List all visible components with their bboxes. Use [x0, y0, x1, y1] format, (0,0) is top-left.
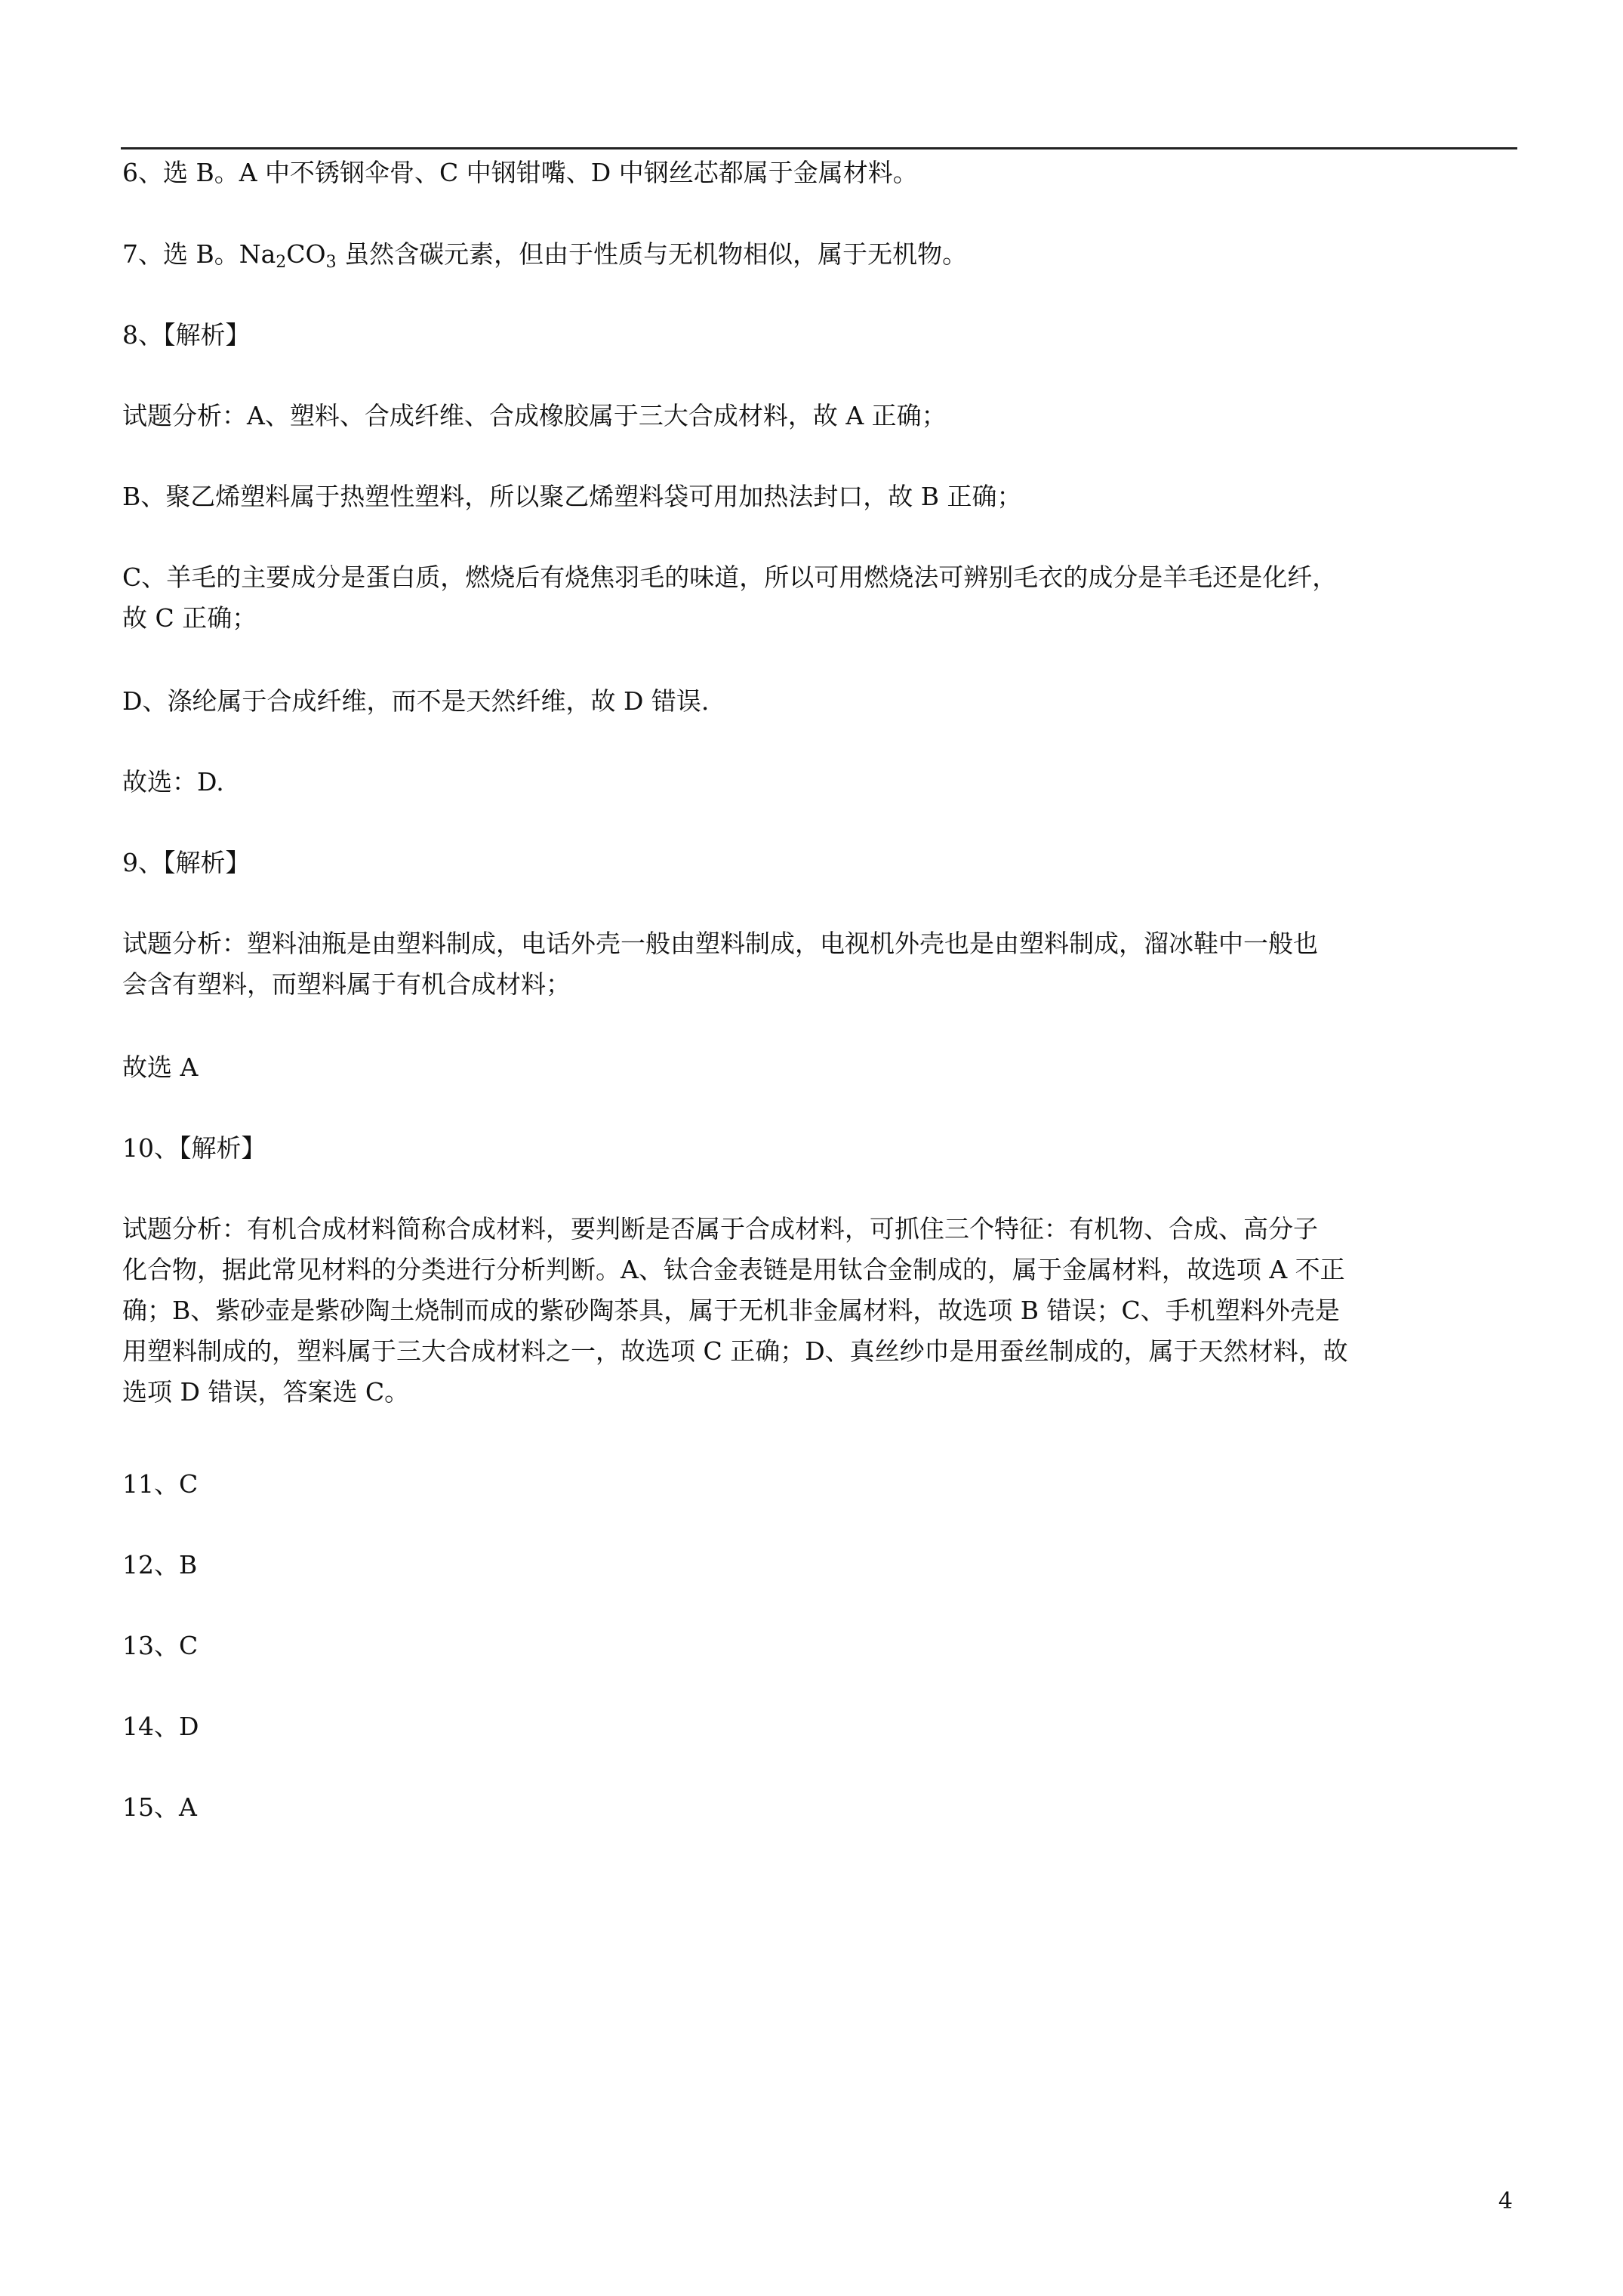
- answer-12: 12、B: [122, 1550, 198, 1579]
- answer-11: 11、C: [122, 1469, 199, 1499]
- answer-14: 14、D: [122, 1712, 199, 1741]
- answer-15: 15、A: [122, 1792, 197, 1822]
- answer-8-line-3a: C、羊毛的主要成分是蛋白质，燃烧后有烧焦羽毛的味道，所以可用燃烧法可辨别毛衣的成分是羊毛还是化纤，: [122, 562, 1338, 592]
- answer-8-line-2: B、聚乙烯塑料属于热塑性塑料，所以聚乙烯塑料袋可用加热法封口，故 B 正确；: [122, 482, 1022, 511]
- answer-10-line-3: 确；B、紫砂壶是紫砂陶土烧制而成的紫砂陶茶具，属于无机非金属材料，故选项 B 错误；C、手机塑料外壳是: [122, 1296, 1340, 1325]
- header-rule: [121, 147, 1517, 149]
- answer-8-line-4: D、涤纶属于合成纤维，而不是天然纤维，故 D 错误.: [122, 686, 710, 716]
- answer-10-line-1: 试题分析：有机合成材料简称合成材料，要判断是否属于合成材料，可抓住三个特征：有机物、合成、高分子: [122, 1214, 1318, 1244]
- answer-8-line-3b: 故 C 正确；: [122, 603, 257, 633]
- answer-8-line-1: 试题分析：A、塑料、合成纤维、合成橡胶属于三大合成材料，故 A 正确；: [122, 401, 947, 430]
- answer-10-heading: 10、【解析】: [122, 1133, 266, 1163]
- answer-6: 6、选 B。A 中不锈钢伞骨、C 中钢钳嘴、D 中钢丝芯都属于金属材料。: [122, 158, 918, 187]
- answer-7-sub2: 3: [325, 253, 337, 272]
- answer-13: 13、C: [122, 1631, 199, 1660]
- answer-10-line-5: 选项 D 错误，答案选 C。: [122, 1377, 410, 1407]
- answer-8-line-3: [122, 557, 1519, 639]
- answer-9-line-1b: 会含有塑料，而塑料属于有机合成材料；: [122, 969, 571, 999]
- answer-10-line-2: 化合物，据此常见材料的分类进行分析判断。A、钛合金表链是用钛合金制成的，属于金属材料，故选项 A 不正: [122, 1255, 1345, 1284]
- answer-9-line-2: 故选 A: [122, 1052, 199, 1082]
- answer-9-paragraph: [122, 923, 1519, 1005]
- answer-8-line-5: 故选：D.: [122, 767, 224, 797]
- answer-10-line-4: 用塑料制成的，塑料属于三大合成材料之一，故选项 C 正确；D、真丝纱巾是用蚕丝制成的，属于天然材料，故: [122, 1336, 1348, 1366]
- answer-10-paragraph: [122, 1209, 1519, 1413]
- answer-8-heading: 8、【解析】: [122, 320, 251, 350]
- answer-7-mid: CO: [286, 239, 326, 269]
- answer-7-sub1: 2: [276, 253, 287, 272]
- answer-7-pre: 7、选 B。Na: [122, 239, 276, 269]
- answer-7: [122, 236, 1519, 273]
- answer-9-line-1a: 试题分析：塑料油瓶是由塑料制成，电话外壳一般由塑料制成，电视机外壳也是由塑料制成，溜冰鞋中一般也: [122, 929, 1318, 958]
- page-number: 4: [1498, 2188, 1513, 2214]
- answer-7-post: 虽然含碳元素，但由于性质与无机物相似，属于无机物。: [336, 239, 968, 269]
- answer-9-heading: 9、【解析】: [122, 848, 251, 877]
